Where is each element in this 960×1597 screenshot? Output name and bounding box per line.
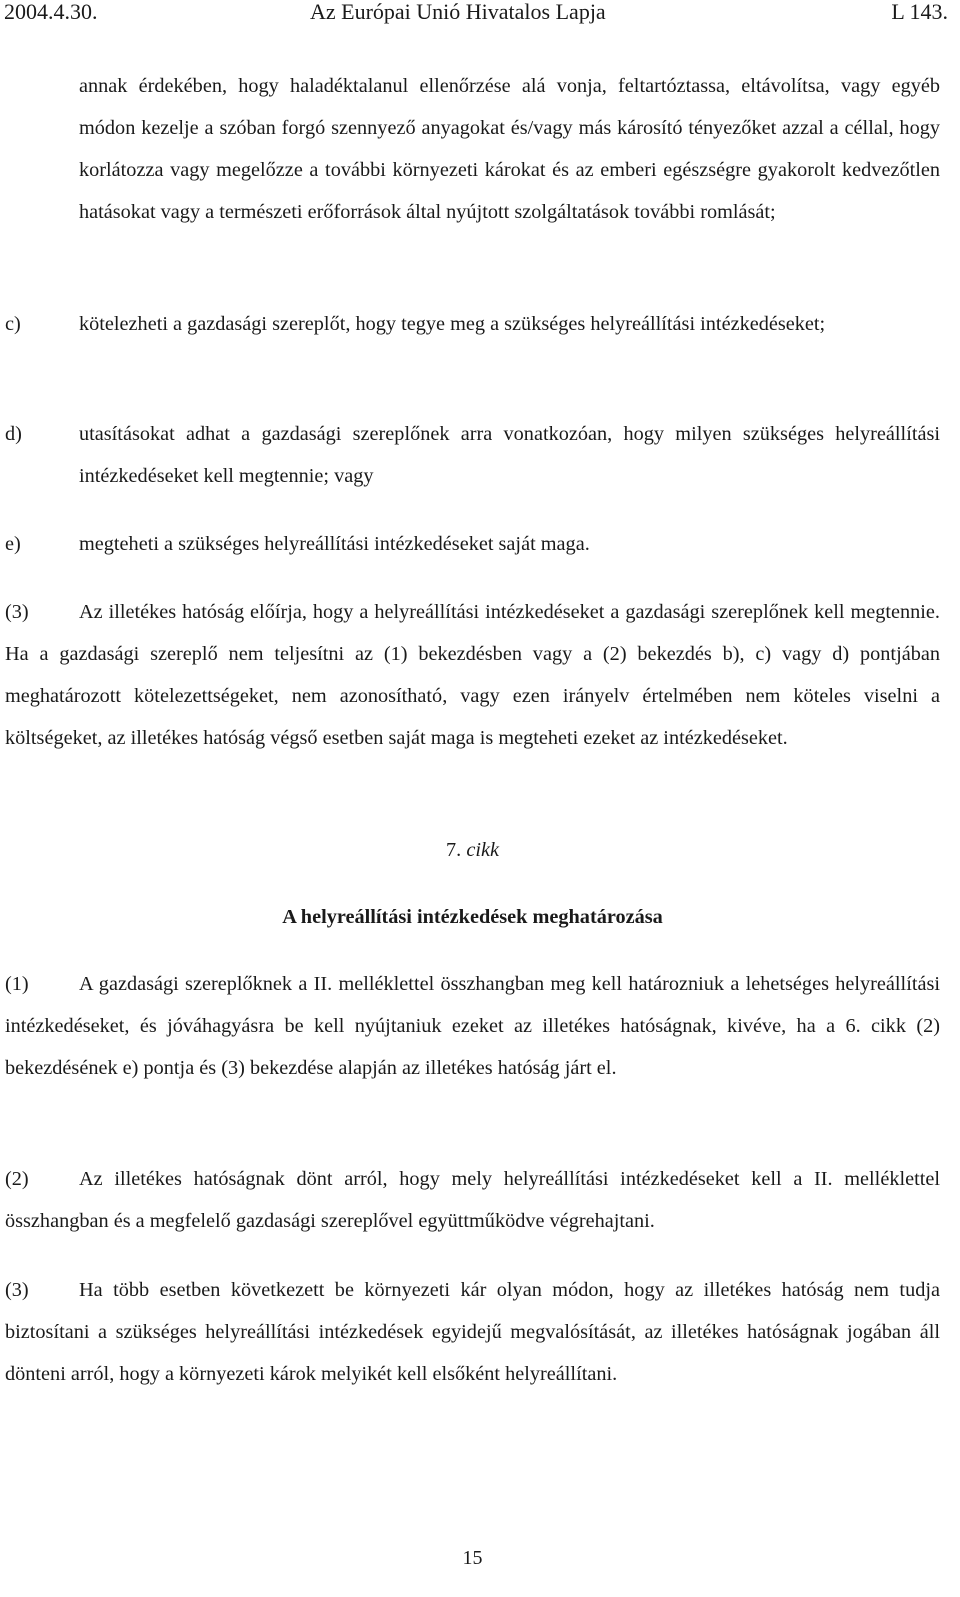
paragraph-text: A gazdasági szereplőknek a II. melléklettel összhangban meg kell határozniuk a lehetséges helyreállítási intézkedéseket, és jóváhagyásra be kell nyújtaniuk ezeket az illetékes hatóságnak, kivéve, ha a 6. cikk (2) bekezdésének e) pontja és (3) bekezdése alapján az illetékes hatóság járt el. xyxy=(5,973,940,1079)
article-paragraph-2-block xyxy=(5,1158,940,1242)
article-number xyxy=(5,829,940,871)
page-header xyxy=(4,0,948,24)
article-number-label: cikk xyxy=(466,839,499,861)
paragraph-number: (3) xyxy=(5,601,29,623)
list-item-text: megteheti a szükséges helyreállítási intézkedéseket saját maga. xyxy=(79,533,590,555)
paragraph-number: (3) xyxy=(5,1279,29,1301)
paragraph-3-block xyxy=(5,591,940,759)
list-item-c xyxy=(5,303,940,345)
paragraph-number: (1) xyxy=(5,973,29,995)
continuation-block xyxy=(5,65,940,233)
article-title: A helyreállítási intézkedések meghatározása xyxy=(282,906,663,928)
list-item-text: kötelezheti a gazdasági szereplőt, hogy tegye meg a szükséges helyreállítási intézkedéseket; xyxy=(79,313,826,335)
paragraph-text: Az illetékes hatóságnak dönt arról, hogy mely helyreállítási intézkedéseket kell a II. melléklettel összhangban és a megfelelő gazdasági szereplővel együttműködve végrehajtani. xyxy=(5,1168,940,1232)
article-paragraph-3 xyxy=(5,1269,940,1395)
list-item-letter: d) xyxy=(5,423,22,445)
article-number-block xyxy=(5,829,940,871)
header-date: 2004.4.30. xyxy=(4,0,98,24)
list-item-text: utasításokat adhat a gazdasági szereplőnek arra vonatkozóan, hogy milyen szükséges helyreállítási intézkedéseket kell megtennie; vagy xyxy=(79,423,940,487)
list-item-e xyxy=(5,523,940,565)
paragraph-text: Ha több esetben következett be környezeti kár olyan módon, hogy az illetékes hatóság nem tudja biztosítani a szükséges helyreállítási intézkedések egyidejű megvalósítását, az illetékes hatóságnak jogában áll dönteni arról, hogy a környezeti károk melyikét kell elsőként helyreállítani. xyxy=(5,1279,940,1385)
article-paragraph-3-block xyxy=(5,1269,940,1395)
paragraph-number: (2) xyxy=(5,1168,29,1190)
page-number: 15 xyxy=(462,1547,483,1569)
article-number-value: 7. xyxy=(446,839,462,861)
header-journal-title: Az Európai Unió Hivatalos Lapja xyxy=(310,0,606,24)
article-title-block xyxy=(5,896,940,938)
paragraph-3 xyxy=(5,591,940,759)
continuation-paragraph: annak érdekében, hogy haladéktalanul ellenőrzése alá vonja, feltartóztassa, eltávolítsa, vagy egyéb módon kezelje a szóban forgó szennyező anyagokat és/vagy más károsító tényezőket azzal a céllal, hogy korlátozza vagy megelőzze a további környezeti károkat és az emberi egészségre gyakorolt kedvezőtlen hatásokat vagy a természeti erőforrások által nyújtott szolgáltatások további romlását; xyxy=(79,75,940,223)
article-paragraph-1-block xyxy=(5,963,940,1089)
header-issue-number: L 143. xyxy=(891,0,948,24)
article-paragraph-2 xyxy=(5,1158,940,1242)
list-item-d xyxy=(5,413,940,497)
list-item-letter: c) xyxy=(5,313,21,335)
paragraph-text: Az illetékes hatóság előírja, hogy a helyreállítási intézkedéseket a gazdasági szereplőnek kell megtennie. Ha a gazdasági szereplő nem teljesítni az (1) bekezdésben vagy a (2) bekezdés b), c) vagy d) pontjában meghatározott kötelezettségeket, nem azonosítható, vagy ezen irányelv értelmében nem köteles viselni a költségeket, az illetékes hatóság végső esetben saját maga is megteheti ezeket az intézkedéseket. xyxy=(5,601,940,749)
list-item-letter: e) xyxy=(5,533,21,555)
article-paragraph-1 xyxy=(5,963,940,1089)
